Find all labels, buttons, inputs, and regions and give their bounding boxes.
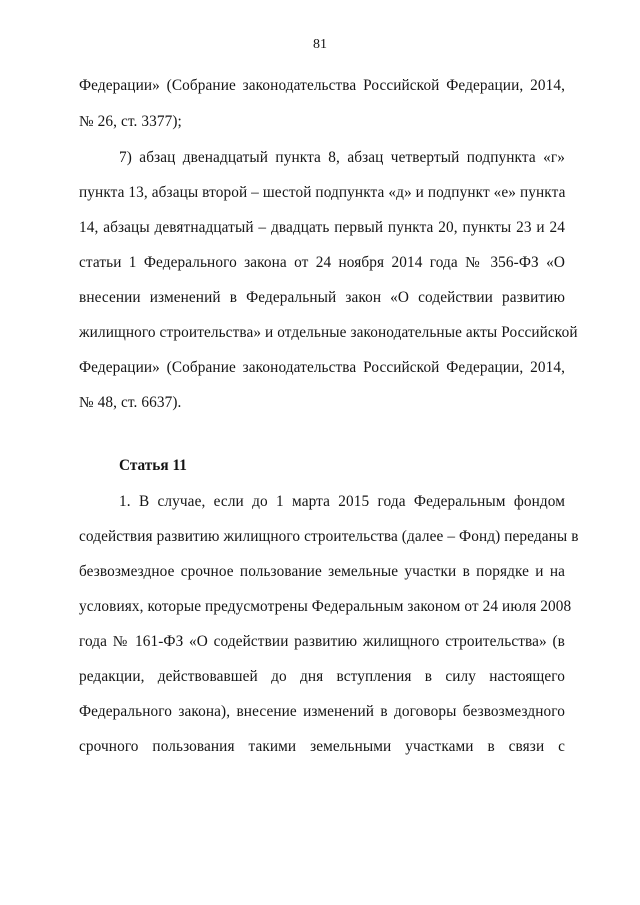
page-number: 81: [313, 37, 327, 52]
text-line: Федерального закона), внесение изменений в договоры безвозмездного: [79, 703, 565, 720]
text-line: жилищного строительства» и отдельные законодательные акты Российской: [79, 324, 578, 341]
text-line: редакции, действовавшей до дня вступления в силу настоящего: [79, 668, 565, 685]
text-line: условиях, которые предусмотрены Федеральным законом от 24 июля 2008: [79, 598, 572, 615]
text-line: пункта 13, абзацы второй – шестой подпункта «д» и подпункт «е» пункта: [79, 184, 566, 201]
text-line: Федерации» (Собрание законодательства Российской Федерации, 2014,: [79, 359, 565, 376]
text-line: 14, абзацы девятнадцатый – двадцать первый пункта 20, пункты 23 и 24: [79, 219, 565, 236]
text-line: срочного пользования такими земельными участками в связи с: [79, 738, 565, 755]
text-line: года № 161-ФЗ «О содействии развитию жилищного строительства» (в: [79, 633, 565, 650]
text-line: содействия развитию жилищного строительства (далее – Фонд) переданы в: [79, 528, 579, 545]
article-heading: Статья 11: [119, 457, 187, 474]
text-line: № 48, ст. 6637).: [79, 394, 182, 411]
text-line: безвозмездное срочное пользование земельные участки в порядке и на: [79, 563, 565, 580]
text-line: Федерации» (Собрание законодательства Российской Федерации, 2014,: [79, 77, 565, 94]
text-line: внесении изменений в Федеральный закон «О содействии развитию: [79, 289, 565, 306]
text-line: № 26, ст. 3377);: [79, 113, 182, 130]
text-line: статьи 1 Федерального закона от 24 ноября 2014 года № 356-ФЗ «О: [79, 254, 565, 271]
text-line: 7) абзац двенадцатый пункта 8, абзац четвертый подпункта «г»: [119, 149, 565, 166]
text-line: 1. В случае, если до 1 марта 2015 года Федеральным фондом: [119, 493, 565, 510]
